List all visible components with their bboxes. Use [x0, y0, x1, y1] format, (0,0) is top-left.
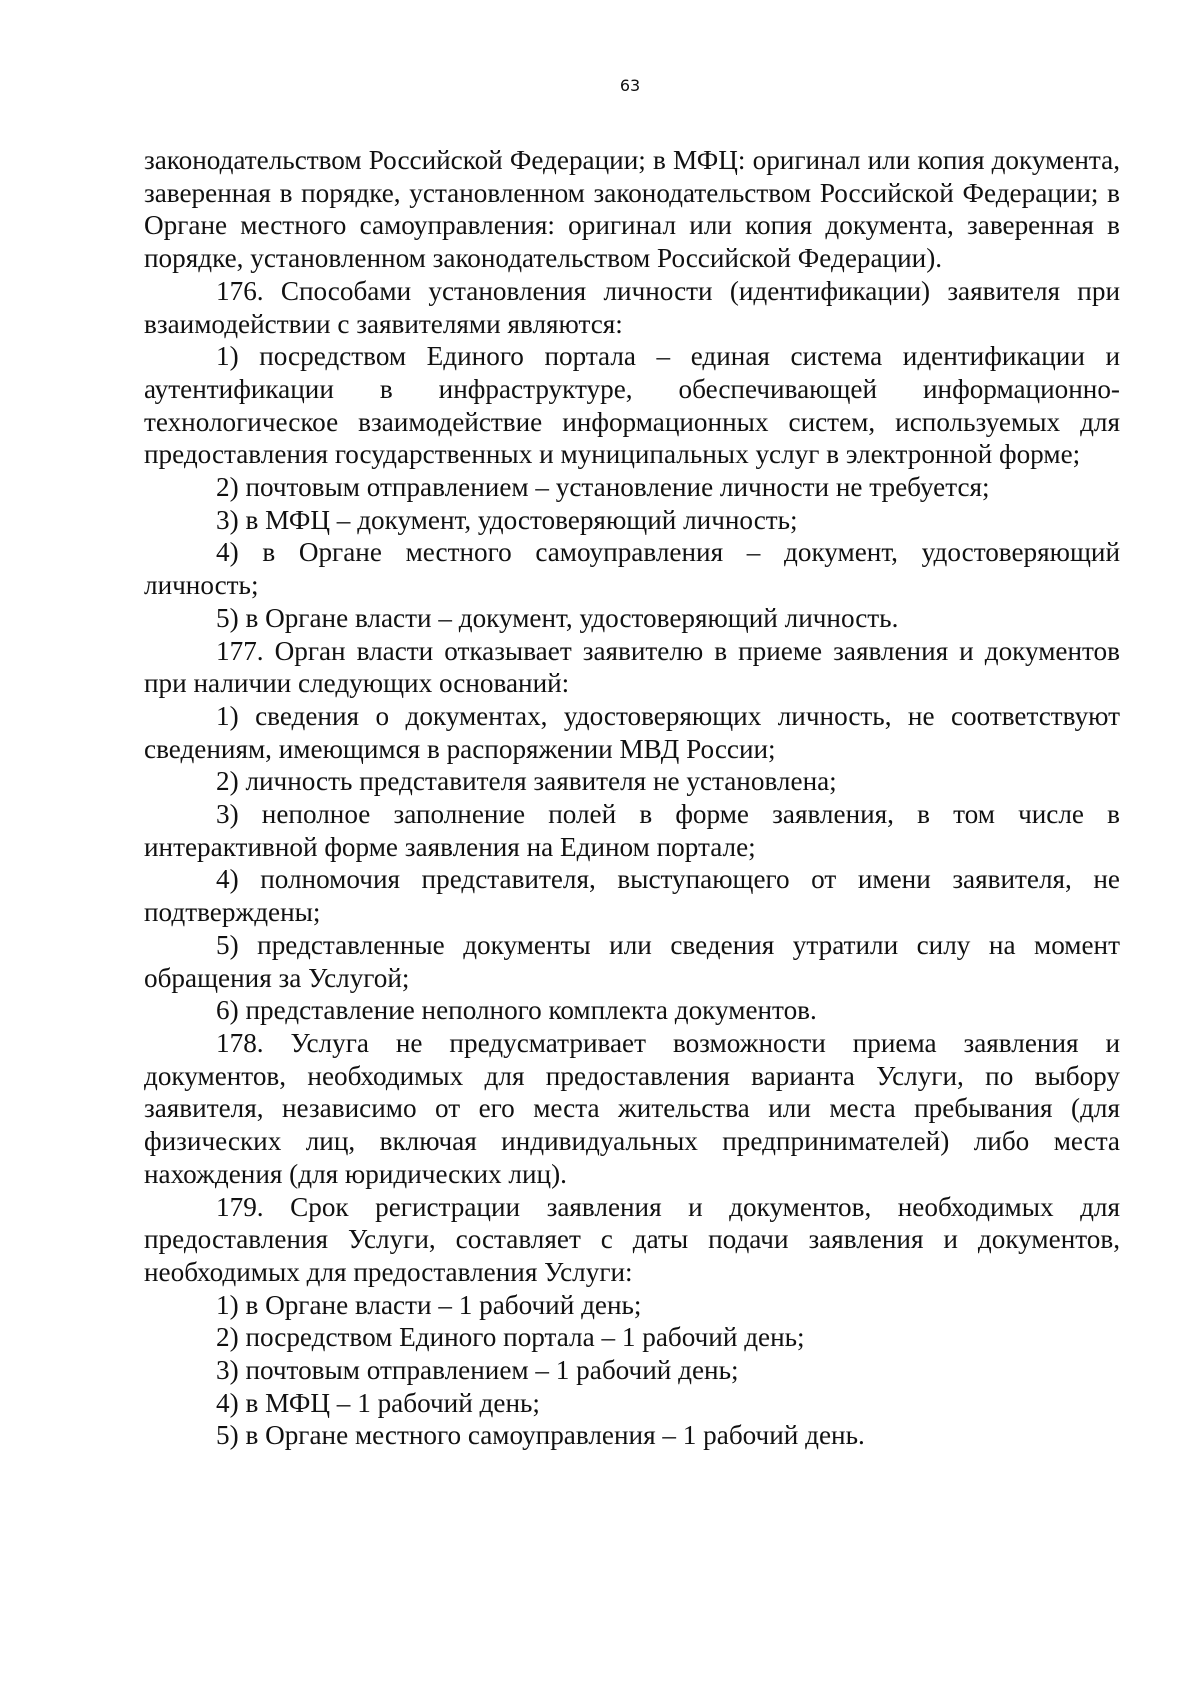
list-item-176-5: 5) в Органе власти – документ, удостоверяющий личность.	[216, 602, 899, 633]
list-item-179-3: 3) почтовым отправлением – 1 рабочий день;	[216, 1355, 739, 1386]
paragraph-176: 176. Способами установления личности (идентификации) заявителя при взаимодействии с заявителями являются:	[144, 275, 1120, 339]
list-item-177-5: 5) представленные документы или сведения утратили силу на момент обращения за Услугой;	[144, 929, 1120, 993]
document-body	[144, 144, 1120, 1452]
list-item-176-3: 3) в МФЦ – документ, удостоверяющий личность;	[216, 504, 798, 535]
paragraph-179: 179. Срок регистрации заявления и документов, необходимых для предоставления Услуги, составляет с даты подачи заявления и документов, необходимых для предоставления Услуги:	[144, 1191, 1120, 1287]
list-item-176-4: 4) в Органе местного самоуправления – документ, удостоверяющий личность;	[144, 537, 1120, 601]
paragraph-177: 177. Орган власти отказывает заявителю в приеме заявления и документов при наличии следующих оснований:	[144, 635, 1120, 699]
list-item-177-4: 4) полномочия представителя, выступающего от имени заявителя, не подтверждены;	[144, 864, 1120, 928]
list-item-177-1: 1) сведения о документах, удостоверяющих личность, не соответствуют сведениям, имеющимся в распоряжении МВД России;	[144, 700, 1120, 764]
list-item-179-2: 2) посредством Единого портала – 1 рабочий день;	[216, 1322, 805, 1353]
list-item-177-2: 2) личность представителя заявителя не установлена;	[216, 766, 837, 797]
list-item-179-1: 1) в Органе власти – 1 рабочий день;	[216, 1289, 642, 1320]
list-item-176-1: 1) посредством Единого портала – единая система идентификации и аутентификации в инфраструктуре, обеспечивающей информационно-технологическое взаимодействие информационных систем, используемых для предоставления государственных и муниципальных услуг в электронной форме;	[144, 341, 1120, 470]
paragraph-178: 178. Услуга не предусматривает возможности приема заявления и документов, необходимых для предоставления варианта Услуги, по выбору заявителя, независимо от его места жительства или места пребывания (для физических лиц, включая индивидуальных предпринимателей) либо места нахождения (для юридических лиц).	[144, 1027, 1120, 1189]
paragraph-continuation: законодательством Российской Федерации; в МФЦ: оригинал или копия документа, заверенная в порядке, установленном законодательством Российской Федерации; в Органе местного самоуправления: оригинал или копия документа, заверенная в порядке, установленном законодательством Российской Федерации).	[144, 145, 1120, 274]
list-item-176-2: 2) почтовым отправлением – установление личности не требуется;	[216, 472, 990, 503]
page-number: 63	[619, 76, 641, 95]
list-item-179-5: 5) в Органе местного самоуправления – 1 рабочий день.	[216, 1420, 865, 1451]
list-item-177-3: 3) неполное заполнение полей в форме заявления, в том числе в интерактивной форме заявления на Едином портале;	[144, 799, 1120, 862]
list-item-177-6: 6) представление неполного комплекта документов.	[216, 995, 817, 1026]
list-item-179-4: 4) в МФЦ – 1 рабочий день;	[216, 1387, 540, 1418]
